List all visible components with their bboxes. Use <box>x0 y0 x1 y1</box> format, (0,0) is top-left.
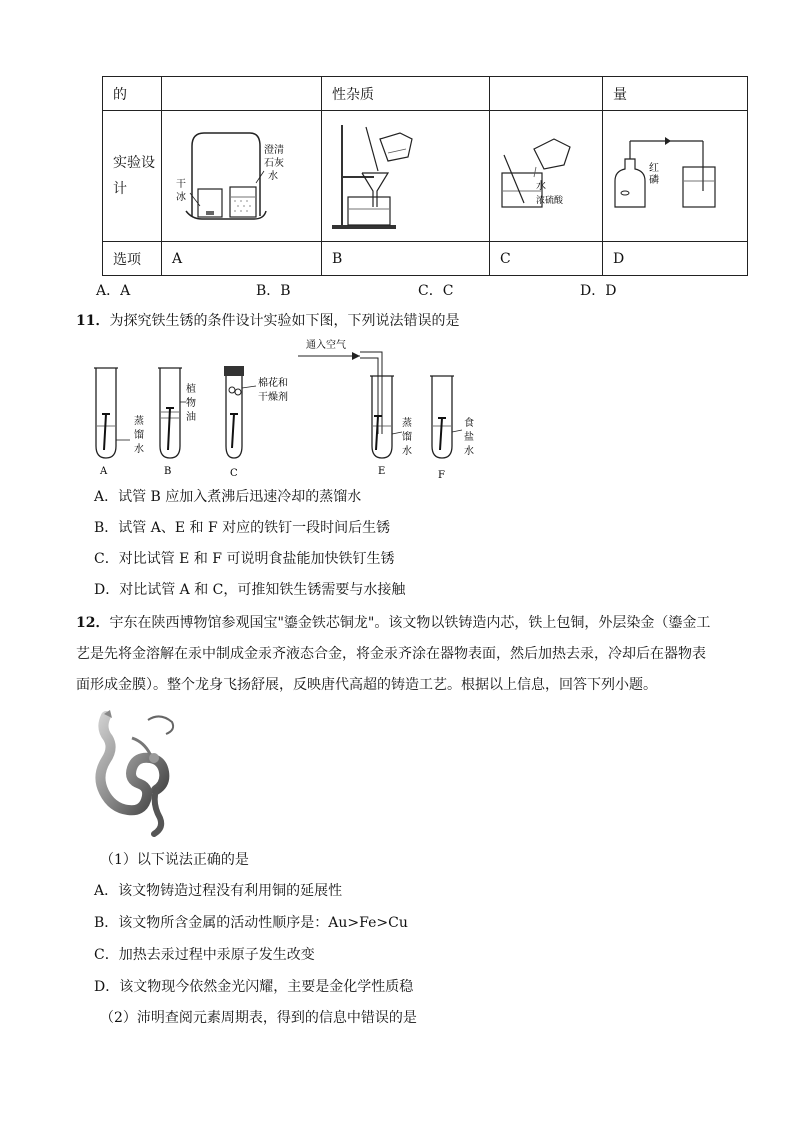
figure-cell-a <box>162 111 322 242</box>
tube-b-label-3: 油 <box>186 412 196 423</box>
tube-c-name: C <box>230 468 238 479</box>
q12-sub1-option-b[interactable]: B．该文物所含金属的活动性顺序是：Au>Fe>Cu <box>94 915 408 931</box>
label-limewater-1: 澄清 <box>264 145 284 156</box>
tube-a-name: A <box>100 466 108 477</box>
tube-a-label-1: 蒸 <box>134 416 144 427</box>
label-limewater-2: 石灰 <box>264 158 284 169</box>
q12-stem-text-1: 宇东在陕西博物馆参观国宝"鎏金铁芯铜龙"。该文物以铁铸造内芯，铁上包铜，外层染金（鎏金工 <box>109 615 711 631</box>
table-cell: 选项 <box>103 242 162 276</box>
red-phosphorus-figure <box>603 111 747 237</box>
label-redp-1: 红 <box>649 163 659 174</box>
tube-f-label-2: 盐 <box>464 432 474 443</box>
gilded-dragon-image <box>92 708 182 838</box>
row-label-text: 实验设计 <box>113 155 155 197</box>
tube-a-label-3: 水 <box>134 444 144 455</box>
q12-sub1-option-c[interactable]: C．加热去汞过程中汞原子发生改变 <box>94 947 315 963</box>
dry-ice-limewater-figure <box>162 111 321 237</box>
label-redp-2: 磷 <box>649 175 659 186</box>
tube-f-label-3: 水 <box>464 446 474 457</box>
filtration-figure <box>322 111 489 237</box>
table-cell: A <box>162 242 322 276</box>
tube-e-label-1: 蒸 <box>402 418 412 429</box>
tube-e-name: E <box>378 466 386 477</box>
q12-stem-line-1 <box>76 613 710 633</box>
air-inlet-label: 通入空气 <box>306 340 346 351</box>
q11-option-a[interactable]: A．试管 B 应加入煮沸后迅速冷却的蒸馏水 <box>94 489 362 505</box>
q11-option-d[interactable]: D．对比试管 A 和 C，可推知铁生锈需要与水接触 <box>94 582 406 598</box>
label-water: 水 <box>536 181 546 192</box>
q10-option-c[interactable]: C．C <box>418 283 454 299</box>
experiment-table <box>102 76 748 276</box>
tube-f-name: F <box>438 470 445 481</box>
q11-stem-text: 为探究铁生锈的条件设计实验如下图，下列说法错误的是 <box>109 313 460 329</box>
table-cell: 性杂质 <box>322 77 490 111</box>
q10-options <box>0 281 794 301</box>
figure-cell-b <box>322 111 490 242</box>
q11-option-c[interactable]: C．对比试管 E 和 F 可说明食盐能加快铁钉生锈 <box>94 551 395 567</box>
row-label-experiment-design <box>103 111 162 242</box>
q11-number: 11． <box>76 313 110 329</box>
rust-experiment-figure <box>90 334 490 484</box>
q12-sub2-stem: （2）沛明查阅元素周期表，得到的信息中错误的是 <box>100 1010 417 1026</box>
table-cell: B <box>322 242 490 276</box>
table-cell: 的 <box>103 77 162 111</box>
q12-sub1-option-a[interactable]: A．该文物铸造过程没有利用铜的延展性 <box>94 883 343 899</box>
figure-cell-d <box>603 111 748 242</box>
q12-sub1-stem: （1）以下说法正确的是 <box>100 852 249 868</box>
label-limewater-3: 水 <box>268 171 278 182</box>
tube-b-label-1: 植 <box>186 384 196 395</box>
q10-option-b[interactable]: B．B <box>256 283 291 299</box>
table-cell <box>490 77 603 111</box>
tube-b-label-2: 物 <box>186 398 196 409</box>
figure-cell-c <box>490 111 603 242</box>
tube-e-label-3: 水 <box>402 446 412 457</box>
label-dryice-1: 干 <box>176 179 186 190</box>
table-cell: D <box>603 242 748 276</box>
q12-stem-line-2: 艺是先将金溶解在汞中制成金汞齐液态合金，将金汞齐涂在器物表面，然后加热去汞，冷却后在器物表 <box>76 646 706 662</box>
q12-stem-line-3: 面形成金膜）。整个龙身飞扬舒展，反映唐代高超的铸造工艺。根据以上信息，回答下列小题。 <box>76 677 657 693</box>
table-cell <box>162 77 322 111</box>
tube-c-label-2: 干燥剂 <box>258 392 288 403</box>
acid-dilution-figure <box>490 111 602 237</box>
label-dryice-2: 冰 <box>176 192 186 203</box>
label-conc-acid: 浓硫酸 <box>536 196 564 206</box>
tube-b-name: B <box>164 466 172 477</box>
table-cell: C <box>490 242 603 276</box>
q10-option-a[interactable]: A．A <box>96 283 131 299</box>
table-cell: 量 <box>603 77 748 111</box>
tube-a-label-2: 馏 <box>134 430 144 441</box>
q10-option-d[interactable]: D．D <box>580 283 617 299</box>
tube-f-label-1: 食 <box>464 418 474 429</box>
q11-option-b[interactable]: B．试管 A、E 和 F 对应的铁钉一段时间后生锈 <box>94 520 391 536</box>
q11-stem <box>76 311 459 331</box>
q12-number: 12． <box>76 615 110 631</box>
tube-e-label-2: 馏 <box>402 432 412 443</box>
tube-c-label-1: 棉花和 <box>258 378 288 389</box>
q12-sub1-option-d[interactable]: D．该文物现今依然金光闪耀，主要是金化学性质稳 <box>94 979 414 995</box>
